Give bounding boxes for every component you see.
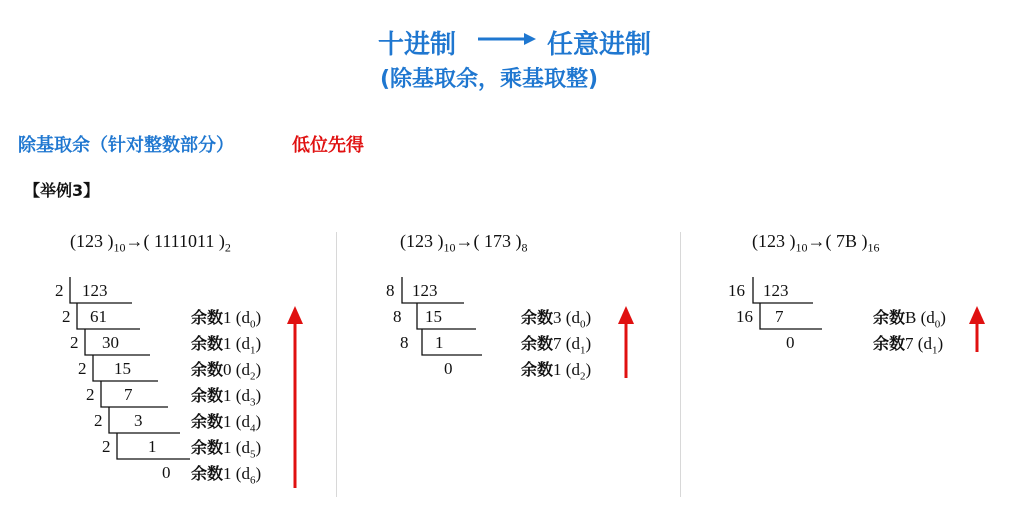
quotient: 123 — [82, 281, 108, 300]
divisor: 2 — [55, 281, 64, 300]
quotient: 3 — [134, 411, 143, 430]
equation-base16: (123 )$_{10}\to$( 7B )$_{16}$ — [752, 231, 880, 255]
quotient: 1 — [148, 437, 157, 456]
division-brackets — [680, 0, 1021, 507]
quotient: 15 — [425, 307, 442, 326]
quotient: 123 — [763, 281, 789, 300]
remainder-label: 余数0 $(d_2)$ — [191, 360, 262, 383]
remainder-label: 余数1 $(d_3)$ — [191, 386, 262, 409]
division-brackets — [340, 0, 680, 507]
divisor: 8 — [393, 307, 402, 326]
title-to: 任意进制 — [547, 30, 652, 60]
quotient: 61 — [90, 307, 107, 326]
divisor: 2 — [86, 385, 95, 404]
quotient: 7 — [775, 307, 784, 326]
remainder-label: 余数1 $(d_5)$ — [191, 438, 262, 461]
equation-base8: (123 )$_{10}\to$( 173 )$_8$ — [400, 231, 528, 255]
divisor: 16 — [728, 281, 745, 300]
remainder-label: 余数1 $(d_2)$ — [521, 360, 592, 383]
remainder-label: 余数3 $(d_0)$ — [521, 308, 592, 331]
quotient: 7 — [124, 385, 133, 404]
quotient: 30 — [102, 333, 119, 352]
quotient: 1 — [435, 333, 444, 352]
section-note: 低位先得 — [292, 135, 364, 156]
remainder-label: 余数1 $(d_0)$ — [191, 308, 262, 331]
quotient: 0 — [786, 333, 795, 352]
divisor: 8 — [386, 281, 395, 300]
quotient: 123 — [412, 281, 438, 300]
division-brackets — [0, 0, 340, 507]
remainder-label: 余数7 $(d_1)$ — [521, 334, 592, 357]
divisor: 2 — [78, 359, 87, 378]
remainder-label: 余数B $(d_0)$ — [873, 308, 946, 331]
page-subtitle: (除基取余，乘基取整) — [380, 67, 599, 92]
remainder-label: 余数1 $(d_1)$ — [191, 334, 262, 357]
divisor: 2 — [70, 333, 79, 352]
divisor: 2 — [94, 411, 103, 430]
section-label: 除基取余（针对整数部分） — [18, 135, 234, 156]
remainder-label: 余数1 $(d_6)$ — [191, 464, 262, 487]
divisor: 16 — [736, 307, 753, 326]
quotient: 0 — [444, 359, 453, 378]
quotient: 0 — [162, 463, 171, 482]
example-label: 【举例3】 — [24, 181, 100, 200]
remainder-label: 余数1 $(d_4)$ — [191, 412, 262, 435]
divisor: 2 — [62, 307, 71, 326]
divisor: 8 — [400, 333, 409, 352]
divisor: 2 — [102, 437, 111, 456]
remainder-label: 余数7 $(d_1)$ — [873, 334, 944, 357]
title-from: 十进制 — [378, 30, 457, 60]
quotient: 15 — [114, 359, 131, 378]
equation-base2: (123 )$_{10}\to$( 1111011 )$_2$ — [70, 231, 231, 255]
